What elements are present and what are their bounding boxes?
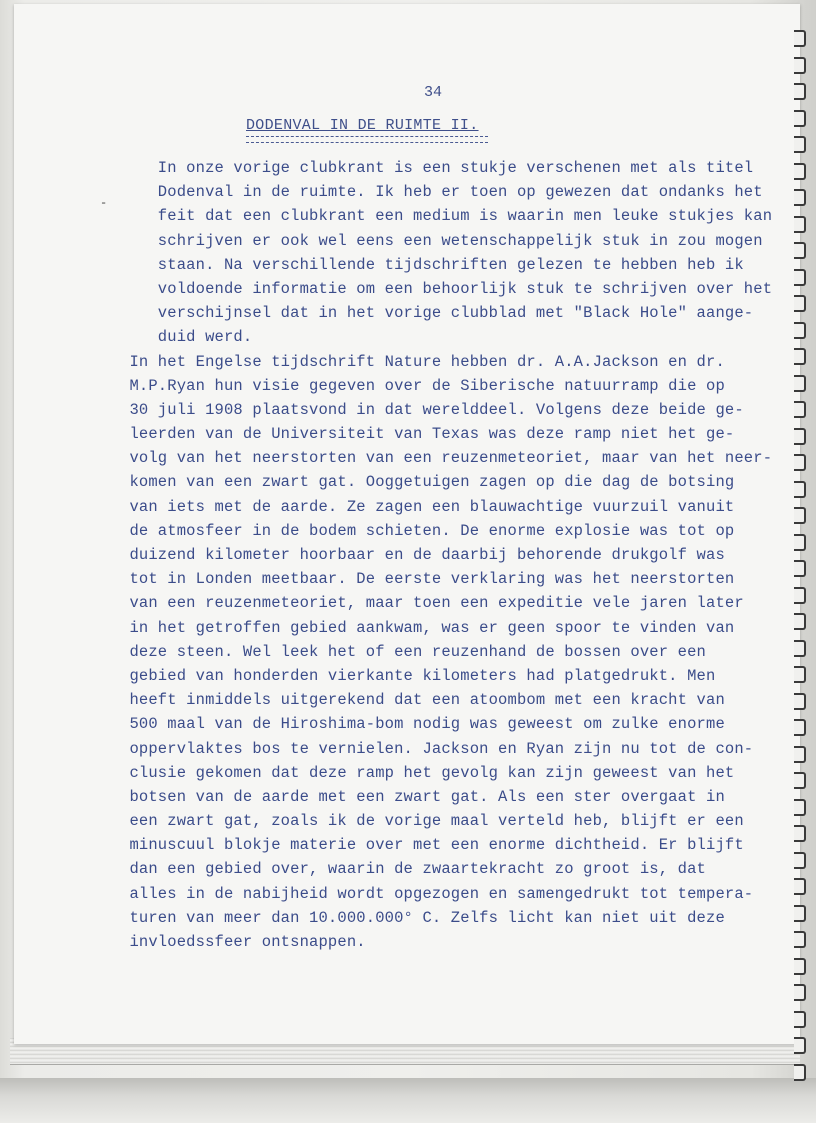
text-line: feit dat een clubkrant een medium is waarin men leuke stukjes kan	[120, 207, 773, 226]
article-body	[120, 156, 785, 954]
text-line: oppervlaktes bos te vernielen. Jackson en Ryan zijn nu tot de con-	[120, 739, 754, 758]
text-line: tot in Londen meetbaar. De eerste verklaring was het neerstorten	[120, 570, 735, 589]
text-line: dan een gebied over, waarin de zwaartekracht zo groot is, dat	[120, 860, 706, 879]
binding-ring	[794, 693, 806, 710]
article-title: DODENVAL IN DE RUIMTE II.	[246, 117, 479, 134]
binding-ring	[794, 507, 806, 524]
text-line: de atmosfeer in de bodem schieten. De enorme explosie was tot op	[120, 521, 735, 540]
text-line: In onze vorige clubkrant is een stukje verschenen met als titel	[120, 159, 754, 177]
text-line: van een reuzenmeteoriet, maar toen een expeditie vele jaren later	[120, 594, 744, 613]
binding-ring	[794, 560, 806, 577]
binding-ring	[794, 242, 806, 259]
binding-ring	[794, 30, 806, 47]
binding-ring	[794, 189, 806, 206]
binding-ring	[794, 110, 806, 127]
text-line: duizend kilometer hoorbaar en de daarbij behorende drukgolf was	[120, 546, 725, 564]
text-line: M.P.Ryan hun visie gegeven over de Siberische natuurramp die op	[120, 376, 725, 395]
text-line: turen van meer dan 10.000.000° C. Zelfs licht kan niet uit deze	[120, 908, 725, 927]
binding-ring	[794, 613, 806, 630]
binding-ring	[794, 454, 806, 471]
binding-ring	[794, 295, 806, 312]
binding-ring	[794, 666, 806, 683]
binding-ring	[794, 136, 806, 153]
binding-ring	[794, 1037, 806, 1054]
binding-ring	[794, 825, 806, 842]
text-line: 30 juli 1908 plaatsvond in dat werelddeel. Volgens deze beide ge-	[120, 400, 744, 419]
binding-ring	[794, 984, 806, 1001]
text-line: komen van een zwart gat. Ooggetuigen zagen op die dag de botsing	[120, 473, 735, 492]
binding-ring	[794, 1011, 806, 1028]
text-line: gebied van honderden vierkante kilometers had platgedrukt. Men	[120, 666, 716, 685]
text-line: verschijnsel dat in het vorige clubblad met "Black Hole" aange-	[120, 304, 754, 323]
text-line: 500 maal van de Hiroshima-bom nodig was geweest om zulke enorme	[120, 715, 725, 734]
text-line: alles in de nabijheid wordt opgezogen en samengedrukt tot tempera-	[120, 884, 754, 903]
text-line: in het getroffen gebied aankwam, was er geen spoor te vinden van	[120, 618, 735, 637]
binding-ring	[794, 878, 806, 895]
binding-ring	[794, 719, 806, 736]
text-line: In het Engelse tijdschrift Nature hebben dr. A.A.Jackson en dr.	[120, 352, 725, 371]
binding-ring	[794, 931, 806, 948]
margin-mark: -	[100, 196, 108, 210]
binding-ring	[794, 163, 806, 180]
title-double-underline	[246, 136, 488, 143]
text-line: voldoende informatie om een behoorlijk stuk te schrijven over het	[120, 279, 773, 298]
binding-ring	[794, 269, 806, 286]
binding-ring	[794, 401, 806, 418]
text-line: clusie gekomen dat deze ramp het gevolg kan zijn geweest van het	[120, 763, 735, 782]
page-number: 34	[423, 84, 442, 101]
binding-ring	[794, 1064, 806, 1081]
text-line: een zwart gat, zoals ik de vorige maal verteld heb, blijft er een	[120, 812, 744, 831]
binding-ring	[794, 428, 806, 445]
binding-ring	[794, 905, 806, 922]
text-line: staan. Na verschillende tijdschriften gelezen te hebben heb ik	[120, 255, 744, 274]
binding-ring	[794, 799, 806, 816]
binding-ring	[794, 587, 806, 604]
binding-ring	[794, 772, 806, 789]
text-line: invloedssfeer ontsnappen.	[120, 933, 366, 951]
scanner-edge	[0, 1078, 816, 1123]
binding-ring	[794, 640, 806, 657]
spiral-binding	[780, 0, 816, 1080]
binding-ring	[794, 534, 806, 551]
binding-ring	[794, 852, 806, 869]
binding-ring	[794, 216, 806, 233]
text-line: van iets met de aarde. Ze zagen een blauwachtige vuurzuil vanuit	[120, 497, 735, 516]
text-line: deze steen. Wel leek het of een reuzenhand de bossen over een	[120, 642, 706, 661]
binding-ring	[794, 348, 806, 365]
binding-ring	[794, 958, 806, 975]
text-line: volg van het neerstorten van een reuzenmeteoriet, maar van het neer-	[120, 449, 773, 468]
text-line: minuscuul blokje materie over met een enorme dichtheid. Er blijft	[120, 836, 744, 855]
binding-ring	[794, 375, 806, 392]
text-line: duid werd.	[120, 328, 253, 347]
binding-ring	[794, 57, 806, 74]
text-line: Dodenval in de ruimte. Ik heb er toen op gewezen dat ondanks het	[120, 183, 763, 202]
binding-ring	[794, 746, 806, 763]
text-line: heeft inmiddels uitgerekend dat een atoombom met een kracht van	[120, 691, 725, 710]
text-line: schrijven er ook wel eens een wetenschappelijk stuk in zou mogen	[120, 231, 763, 250]
binding-ring	[794, 481, 806, 498]
text-line: leerden van de Universiteit van Texas was deze ramp niet het ge-	[120, 425, 735, 444]
binding-ring	[794, 322, 806, 339]
text-line: botsen van de aarde met een zwart gat. Als een ster overgaat in	[120, 787, 725, 806]
